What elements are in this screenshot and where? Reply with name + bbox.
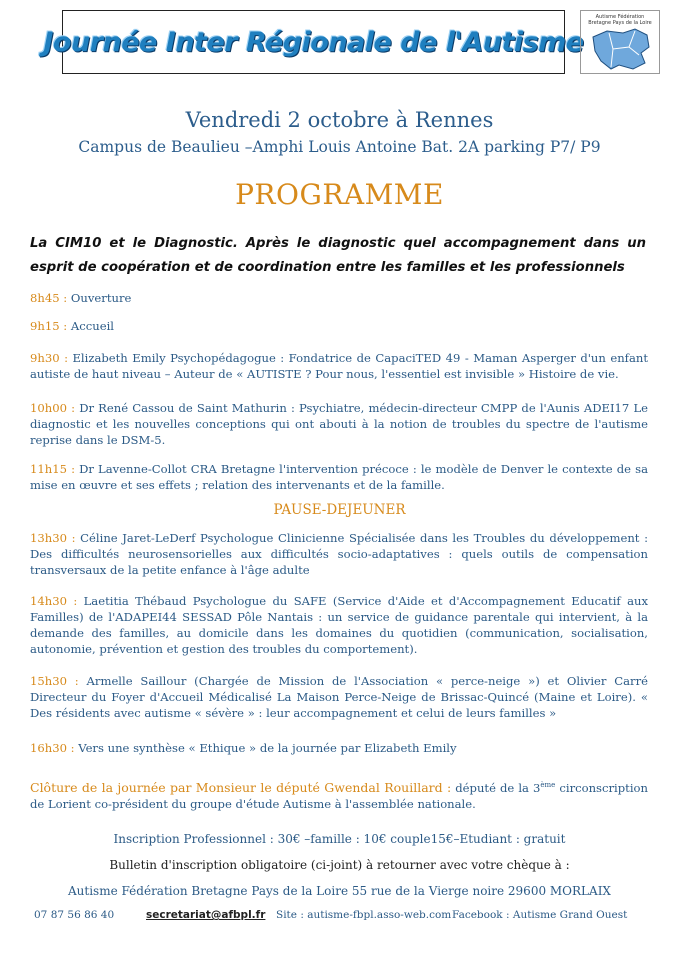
banner-title: Journée Inter Régionale de l'Autisme (43, 26, 584, 58)
programme-heading: PROGRAMME (235, 178, 444, 211)
schedule-time: 15h30 (30, 674, 67, 688)
pause-dejeuner-label: PAUSE-DEJEUNER (273, 502, 406, 518)
phone-number: 07 87 56 86 40 (34, 909, 115, 921)
schedule-item: 13h30 : Céline Jaret-LeDerf Psychologue Clinicienne Spécialisée dans les Troubles du développement : Des difficultés neurosensorielles aux difficultés socio-adaptatives : quels outils de compensation transversaux de la petite enfance à l'âge adulte (30, 531, 648, 577)
schedule-time: 14h30 (30, 594, 67, 608)
schedule-time: 10h00 (30, 401, 67, 415)
schedule-text: Ouverture (70, 291, 132, 305)
schedule-time: 11h15 (30, 462, 67, 476)
schedule-time: 8h45 (30, 291, 60, 305)
schedule-item: 8h45 : Ouverture (30, 291, 132, 305)
closing-lead: Clôture de la journée par Monsieur le député Gwendal Rouillard : (30, 779, 452, 795)
schedule-time: 9h15 (30, 319, 60, 333)
schedule-item: 14h30 : Laetitia Thébaud Psychologue du SAFE (Service d'Aide et d'Accompagnement Educatif aux Familles) de l'ADAPEI44 SESSAD Pôle Nantais : un service de guidance parentale qui intervient, à la demande des familles, au domicile dans les domaines du quotidien (communication, socialisation, autonomie, prévention et gestion des troubles du comportement). (30, 594, 648, 656)
schedule-item: 15h30 : Armelle Saillour (Chargée de Mission de l'Association « perce-neige ») et Olivier Carré Directeur du Foyer d'Accueil Médicalisé La Maison Perce-Neige de Brissac-Quincé (Maine et Loire). « Des résidents avec autisme « sévère » : leur accompagnement et celui de leurs familles » (30, 674, 648, 720)
event-date: Vendredi 2 octobre à Rennes (185, 108, 494, 132)
registration-bulletin-note: Bulletin d'inscription obligatoire (ci-joint) à retourner avec votre chèque à : (109, 858, 570, 872)
postal-address: Autisme Fédération Bretagne Pays de la Loire 55 rue de la Vierge noire 29600 MORLAIX (68, 884, 611, 898)
schedule-text: Dr Lavenne-Collot CRA Bretagne l'intervention précoce : le modèle de Denver le contexte de sa mise en œuvre et ses effets ; relation des intervenants et de la famille. (30, 462, 648, 492)
schedule-text: Accueil (70, 319, 114, 333)
email-link[interactable]: secretariat@afbpl.fr (146, 909, 266, 921)
closing-text: Clôture de la journée par Monsieur le député Gwendal Rouillard : député de la 3ème circonscription de Lorient co-président du groupe d'étude Autisme à l'assemblée nationale. (30, 779, 648, 811)
schedule-time: 13h30 (30, 531, 67, 545)
event-venue: Campus de Beaulieu –Amphi Louis Antoine Bat. 2A parking P7/ P9 (78, 138, 601, 156)
schedule-text: Vers une synthèse « Ethique » de la journée par Elizabeth Emily (78, 741, 457, 755)
event-banner (43, 10, 584, 74)
federation-logo (580, 10, 660, 74)
schedule-text: Céline Jaret-LeDerf Psychologue Clinicienne Spécialisée dans les Troubles du développement : Des difficultés neurosensorielles aux difficultés socio-adaptatives : quels outils de compensation transversaux de la petite enfance à l'âge adulte (30, 531, 648, 577)
ordinal-superscript: ème (540, 781, 556, 789)
schedule-item: 10h00 : Dr René Cassou de Saint Mathurin : Psychiatre, médecin-directeur CMPP de l'Aunis ADEI17 Le diagnostic et les nouvelles conceptions qui ont abouti à la notion de troubles du spectre de l'autisme reprise dans le DSM-5. (30, 401, 649, 447)
schedule-item: 9h30 : Elizabeth Emily Psychopédagogue : Fondatrice de CapaciTED 49 - Maman Asperger d'un enfant autiste de haut niveau – Auteur de « AUTISTE ? Pour nous, l'essentiel est invisible » Histoire de vie. (30, 351, 648, 381)
schedule-item: 9h15 : Accueil (30, 319, 114, 333)
schedule-text: Dr René Cassou de Saint Mathurin : Psychiatre, médecin-directeur CMPP de l'Aunis ADEI17 Le diagnostic et les nouvelles conceptions qui ont abouti à la notion de troubles du spectre de l'autisme reprise dans le DSM-5. (30, 401, 649, 447)
logo-text: Autisme Fédération Bretagne Pays de la Loire (588, 14, 652, 26)
schedule-text: Laetitia Thébaud Psychologue du SAFE (Service d'Aide et d'Accompagnement Educatif aux Familles) de l'ADAPEI44 SESSAD Pôle Nantais : un service de guidance parentale qui intervient, à la demande des familles, au domicile dans les domaines du quotidien (communication, socialisation, autonomie, prévention et gestion des troubles du comportement). (30, 594, 648, 656)
schedule-text: Armelle Saillour (Chargée de Mission de l'Association « perce-neige ») et Olivier Carré Directeur du Foyer d'Accueil Médicalisé La Maison Perce-Neige de Brissac-Quincé (Maine et Loire). « Des résidents avec autisme « sévère » : leur accompagnement et celui de leurs familles » (30, 674, 648, 720)
schedule-item: 16h30 : Vers une synthèse « Ethique » de la journée par Elizabeth Emily (30, 741, 457, 755)
intro-text: La CIM10 et le Diagnostic. Après le diagnostic quel accompagnement dans un esprit de coopération et de coordination entre les familles et les professionnels (30, 236, 646, 275)
website-link[interactable]: Site : autisme-fbpl.asso-web.com (276, 909, 452, 921)
map-icon (589, 27, 653, 71)
schedule-item: 11h15 : Dr Lavenne-Collot CRA Bretagne l'intervention précoce : le modèle de Denver le contexte de sa mise en œuvre et ses effets ; relation des intervenants et de la famille. (30, 462, 648, 492)
facebook-link[interactable]: Facebook : Autisme Grand Ouest (452, 909, 628, 921)
pricing-info: Inscription Professionnel : 30€ –famille : 10€ couple15€–Etudiant : gratuit (113, 832, 566, 846)
schedule-time: 16h30 (30, 741, 67, 755)
schedule-time: 9h30 (30, 351, 60, 365)
schedule-text: Elizabeth Emily Psychopédagogue : Fondatrice de CapaciTED 49 - Maman Asperger d'un enfant autiste de haut niveau – Auteur de « AUTISTE ? Pour nous, l'essentiel est invisible » Histoire de vie. (30, 351, 648, 381)
